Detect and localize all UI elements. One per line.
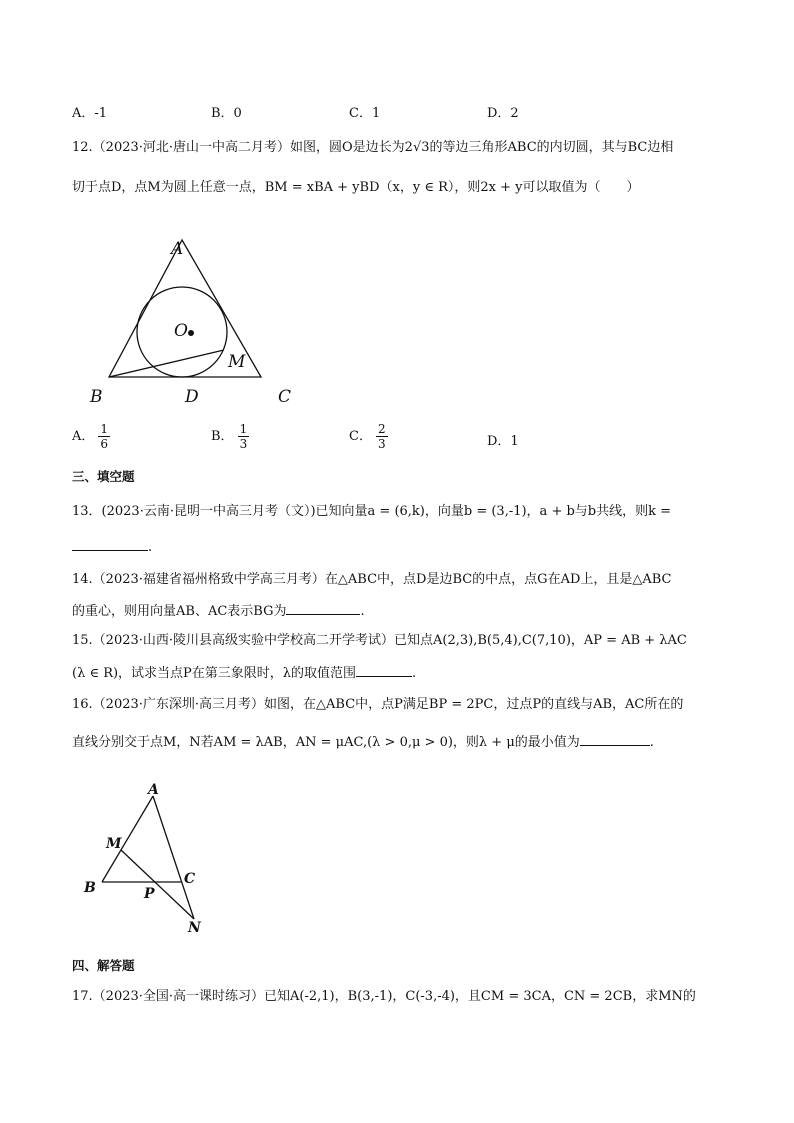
q11-option-b: B．0 (211, 106, 242, 121)
q13-answer-blank (72, 538, 148, 551)
q11-option-c: C．1 (349, 106, 381, 121)
q12-line1: 12.（2023·河北·唐山一中高二月考）如图，圆O是边长为2√3的等边三角形ABC的内切圆，其与BC边相 (72, 140, 674, 155)
q16-line1: 16.（2023·广东深圳·高三月考）如图，在△ABC中，点P满足BP = 2PC，过点P的直线与AB，AC所在的 (72, 697, 684, 712)
q13-line2: . (72, 538, 152, 557)
q12-option-b: B． $\frac{1}{3}$ (211, 422, 248, 451)
q15-line1: 15.（2023·山西·陵川县高级实验中学校高二开学考试）已知点A(2,3),B(5,4),C(7,10)，AP = AB + λAC (72, 633, 687, 648)
q15-line2: (λ ∈ R)，试求当点P在第三象限时，λ的取值范围 . (72, 666, 417, 681)
q13-line1: 13．(2023·云南·昆明一中高三月考（文）)已知向量a = (6,k)，向量b = (3,-1)，a + b与b共线，则k = (72, 504, 672, 519)
label-a: A (171, 239, 184, 259)
center-dot (188, 330, 194, 336)
label-m: M (106, 836, 122, 852)
label-d: D (185, 387, 199, 407)
label-b: B (84, 880, 96, 896)
q15-answer-blank (356, 664, 412, 677)
label-a: A (148, 782, 159, 798)
label-m: M (228, 352, 246, 372)
q11-option-a: A．-1 (72, 106, 108, 121)
q12-line2: 切于点D，点M为圆上任意一点，BM = xBA + yBD（x，y ∈ R），则2x + y可以取值为（ ） (72, 180, 640, 195)
q14-line1: 14.（2023·福建省福州格致中学高三月考）在△ABC中，点D是边BC的中点，点G在AD上，且是△ABC (72, 572, 672, 587)
q11-option-d: D．2 (487, 106, 519, 121)
q16-answer-blank (580, 733, 650, 746)
section3-title: 三、填空题 (72, 469, 135, 484)
q12-figure (80, 232, 310, 412)
label-o: O (174, 321, 188, 341)
label-c: C (184, 871, 196, 887)
q12-option-c: C． $\frac{2}{3}$ (349, 422, 386, 451)
q12-option-d: D．1 (487, 434, 519, 449)
segment-an (153, 796, 194, 919)
label-c: C (278, 387, 292, 407)
label-b: B (90, 387, 103, 407)
label-p: P (144, 886, 155, 902)
q12-option-a: A． $\frac{1}{6}$ (72, 422, 109, 451)
label-n: N (188, 920, 201, 936)
q14-line2: 的重心，则用向量AB、AC表示BG为 . (72, 604, 365, 619)
segment-bm (109, 350, 224, 377)
q14-answer-blank (286, 602, 360, 615)
q16-figure (78, 778, 218, 938)
q17-line1: 17.（2023·全国·高一课时练习）已知A(-2,1)，B(3,-1)，C(-3,-4)，且CM = 3CA，CN = 2CB，求MN的 (72, 989, 696, 1004)
q16-line2: 直线分别交于点M，N若AM = λAB，AN = μAC,(λ > 0,μ > 0)，则λ + μ的最小值为 . (72, 735, 654, 750)
section4-title: 四、解答题 (72, 958, 135, 973)
